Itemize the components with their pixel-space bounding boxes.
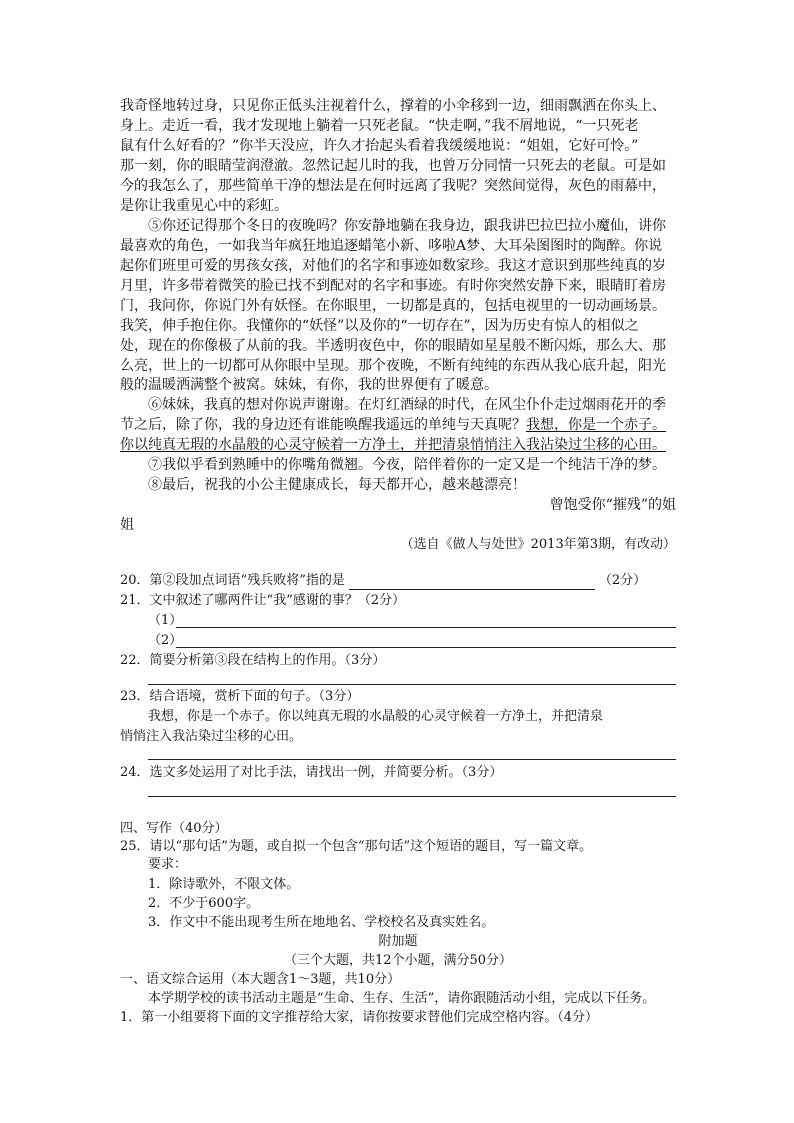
bonus-title: 附加题 bbox=[378, 934, 418, 949]
paragraph-8: ⑧最后，祝我的小公主健康成长，每天都开心，越来越漂亮！ bbox=[148, 477, 526, 493]
signature-end: 姐 bbox=[120, 517, 134, 533]
passage-line: 门，我问你，你说门外有妖怪。在你眼里，一切都是真的，包括电视里的一切动画场景。 bbox=[120, 298, 666, 314]
paragraph-7: ⑦我似乎看到熟睡中的你嘴角微翘。今夜，陪伴着你的一定又是一个纯洁干净的梦。 bbox=[148, 457, 666, 473]
passage-line: 那一刻，你的眼睛莹润澄澈。忽然记起儿时的我，也曾万分同情一只死去的老鼠。可是如 bbox=[120, 158, 666, 174]
sub-label: （2） bbox=[148, 633, 183, 648]
question-20 bbox=[120, 572, 676, 590]
signature: 曾饱受你“摧残”的姐 bbox=[549, 497, 676, 513]
requirement-item: 1．除诗歌外，不限文体。 bbox=[148, 877, 300, 892]
underlined-sentence: 我想，你是一个赤子。 bbox=[526, 417, 666, 433]
passage-line: 鼠有什么好看的？”你半天没应，许久才抬起头看着我缓缓地说：“姐姐，它好可怜。” bbox=[120, 138, 639, 154]
question-25: 25．请以“那句话”为题，或自拟一个包含“那句话”这个短语的题目，写一篇文章。 bbox=[120, 839, 593, 854]
quoted-sentence: 我想，你是一个赤子。你以纯真无瑕的水晶般的心灵守候着一方净土，并把清泉 bbox=[148, 709, 604, 724]
answer-line[interactable] bbox=[148, 759, 676, 760]
question-text: 20．第②段加点词语“残兵败将”指的是 bbox=[120, 573, 345, 588]
requirements-label: 要求： bbox=[148, 857, 188, 872]
passage-line: 身上。走近一看，我才发现地上躺着一只死老鼠。“快走啊，”我不屑地说，“一只死老 bbox=[120, 118, 639, 134]
points: （2分） bbox=[598, 573, 647, 588]
question-23: 23．结合语境，赏析下面的句子。（3分） bbox=[120, 689, 360, 704]
section-heading: 一、语文综合运用（本大题含1～3题，共10分） bbox=[120, 972, 401, 987]
requirement-item: 2．不少于600字。 bbox=[148, 896, 260, 911]
passage-line: 今的我怎么了，那些简单干净的想法是在何时远离了我呢？突然间觉得，灰色的雨幕中， bbox=[120, 178, 666, 194]
passage-text: 节之后，除了你，我的身边还有谁能唤醒我遥远的单纯与天真呢？ bbox=[120, 417, 526, 433]
question-22: 22．简要分析第③段在结构上的作用。（3分） bbox=[120, 653, 386, 668]
answer-blank[interactable] bbox=[349, 575, 595, 590]
question-24: 24．选文多处运用了对比手法，请找出一例，并简要分析。（3分） bbox=[120, 765, 503, 780]
question-1: 1．第一小组要将下面的文字推荐给大家，请你按要求替他们完成空格内容。（4分） bbox=[120, 1010, 599, 1025]
passage-line: 我笑，伸手抱住你。我懂你的“妖怪”以及你的“一切存在”，因为历史有惊人的相似之 bbox=[120, 318, 639, 334]
answer-line[interactable] bbox=[148, 796, 676, 797]
question-21: 21．文中叙述了哪两件让“我”感谢的事？（2分） bbox=[120, 593, 406, 608]
answer-line[interactable] bbox=[176, 647, 676, 648]
quoted-sentence: 悄悄注入我沾染过尘移的心田。 bbox=[120, 729, 303, 744]
passage-line: 是你让我重见心中的彩虹。 bbox=[120, 198, 288, 214]
paragraph-5-start: ⑤你还记得那个冬日的夜晚吗？你安静地躺在我身边，跟我讲巴拉巴拉小魔仙，讲你 bbox=[148, 218, 666, 234]
answer-line[interactable] bbox=[176, 627, 676, 628]
passage-line: 我奇怪地转过身，只见你正低头注视着什么，撑着的小伞移到一边，细雨飘洒在你头上、 bbox=[120, 98, 666, 114]
answer-line[interactable] bbox=[148, 684, 676, 685]
underlined-sentence: 你以纯真无瑕的水晶般的心灵守候着一方净土，并把清泉悄悄注入我沾染过尘移的心田。 bbox=[120, 437, 666, 453]
activity-intro: 本学期学校的读书活动主题是“生命、生存、生活”，请你跟随活动小组，完成以下任务。 bbox=[148, 991, 656, 1006]
sub-label: （1） bbox=[148, 613, 183, 628]
requirement-item: 3．作文中不能出现考生所在地地名、学校校名及真实姓名。 bbox=[148, 915, 495, 930]
section-heading-writing: 四、写作（40分） bbox=[120, 821, 228, 836]
passage-line: 般的温暖洒满整个被窝。妹妹，有你，我的世界便有了暖意。 bbox=[120, 377, 498, 393]
passage-line: 月里，许多带着微笑的脸已找不到配对的名字和事迹。有时你突然安静下来，眼睛盯着房 bbox=[120, 278, 666, 294]
bonus-subtitle: （三个大题，共12个小题，满分50分） bbox=[283, 953, 513, 968]
passage-line: 起你们班里可爱的男孩女孩，对他们的名字和事迹如数家珍。我这才意识到那些纯真的岁 bbox=[120, 258, 666, 274]
passage-line: 最喜欢的角色，一如我当年疯狂地追逐蜡笔小新、哆啦A梦、大耳朵图图时的陶醉。你说 bbox=[120, 238, 663, 254]
source-citation: （选自《做人与处世》2013年第3期，有改动） bbox=[400, 537, 676, 552]
passage-line bbox=[120, 416, 676, 434]
passage-line: 么亮，世上的一切都可从你眼中呈现。那个夜晚，不断有纯纯的东西从我心底升起，阳光 bbox=[120, 358, 666, 374]
passage-line: 处，现在的你像极了从前的我。半透明夜色中，你的眼睛如星星般不断闪烁，那么大、那 bbox=[120, 338, 666, 354]
paragraph-6-start: ⑥妹妹，我真的想对你说声谢谢。在灯红酒绿的时代，在风尘仆仆走过烟雨花开的季 bbox=[148, 397, 666, 413]
